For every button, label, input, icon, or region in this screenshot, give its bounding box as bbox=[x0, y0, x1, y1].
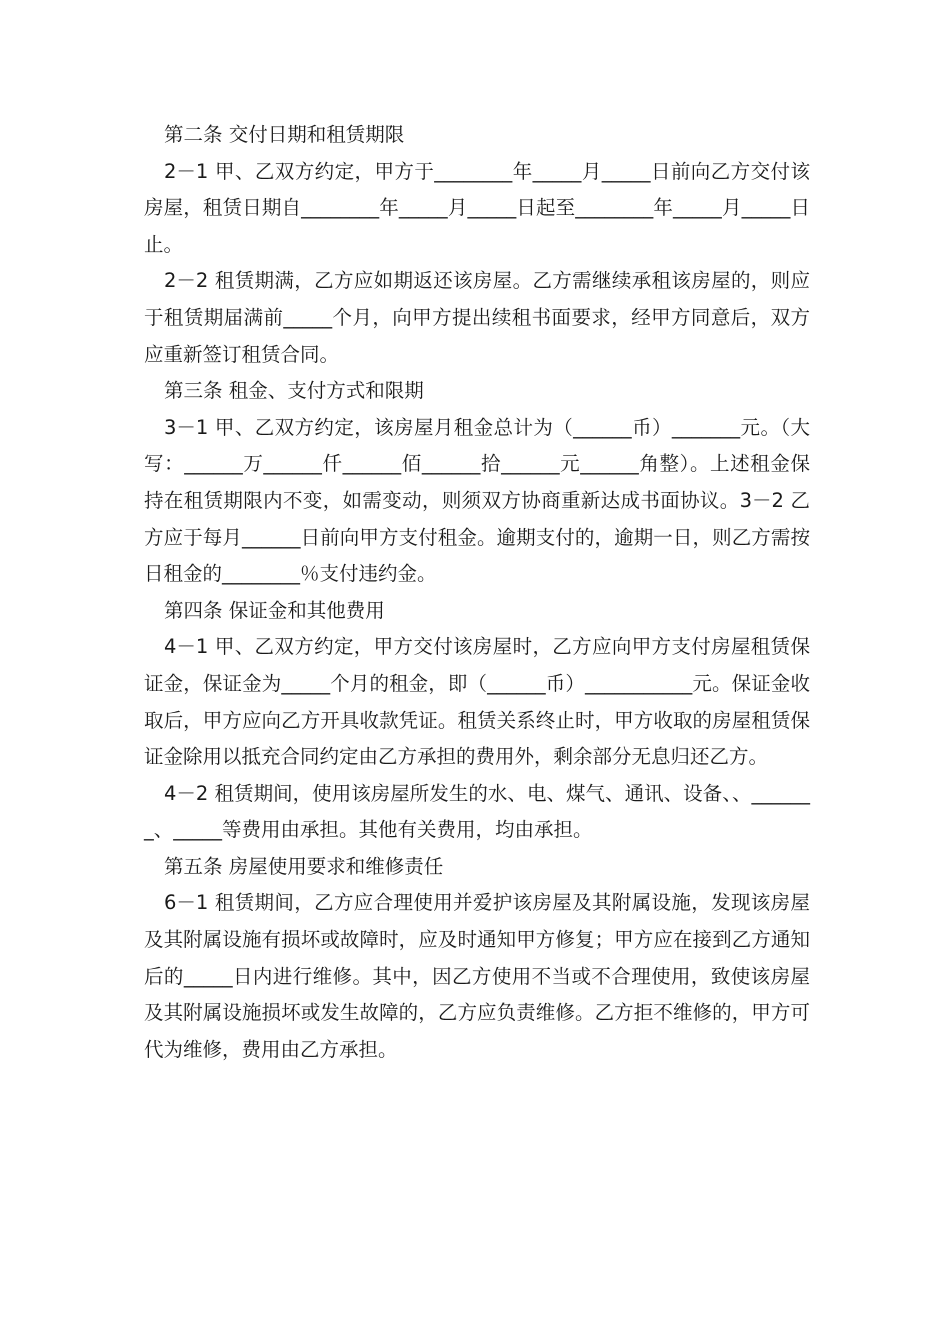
clause-2-1-paragraph: 2－1 甲、乙双方约定，甲方于________年_____月_____日前向乙方交付该房屋，租赁日期自________年_____月_____日起至________年_____月_____日止。 bbox=[144, 159, 810, 256]
document-body bbox=[144, 117, 810, 1068]
article-3-heading: 第三条 租金、支付方式和限期 bbox=[164, 379, 424, 403]
clause-4-1-paragraph: 4－1 甲、乙双方约定，甲方交付该房屋时，乙方应向甲方支付房屋租赁保证金，保证金为_____个月的租金，即（______币）___________元。保证金收取后，甲方应向乙方开具收款凭证。租赁关系终止时，甲方收取的房屋租赁保证金除用以抵充合同约定由乙方承担的费用外，剩余部分无息归还乙方。 bbox=[144, 635, 810, 769]
article-5-heading: 第五条 房屋使用要求和维修责任 bbox=[164, 854, 444, 878]
article-2-heading: 第二条 交付日期和租赁期限 bbox=[164, 123, 405, 146]
article-4-heading: 第四条 保证金和其他费用 bbox=[164, 598, 385, 622]
clause-6-1-paragraph: 6－1 租赁期间，乙方应合理使用并爱护该房屋及其附属设施，发现该房屋及其附属设施有损坏或故障时，应及时通知甲方修复；甲方应在接到乙方通知后的_____日内进行维修。其中，因乙方使用不当或不合理使用，致使该房屋及其附属设施损坏或发生故障的，乙方应负责维修。乙方拒不维修的，甲方可代为维修，费用由乙方承担。 bbox=[144, 891, 810, 1061]
clause-3-1-paragraph: 3－1 甲、乙双方约定，该房屋月租金总计为（______币）_______元。（大写：______万______仟______佰______拾______元______角整）。上述租金保持在租赁期限内不变，如需变动，则须双方协商重新达成书面协议。3－2 乙方应于每月______日前向甲方支付租金。逾期支付的，逾期一日，则乙方需按日租金的________％支付违约金。 bbox=[144, 415, 810, 586]
clause-4-2-paragraph: 4－2 租赁期间，使用该房屋所发生的水、电、煤气、通讯、设备、、_______、_____等费用由承担。其他有关费用，均由承担。 bbox=[144, 781, 810, 842]
clause-2-2-paragraph: 2－2 租赁期满，乙方应如期返还该房屋。乙方需继续承租该房屋的，则应于租赁期届满前_____个月，向甲方提出续租书面要求，经甲方同意后，双方应重新签订租赁合同。 bbox=[144, 269, 810, 366]
